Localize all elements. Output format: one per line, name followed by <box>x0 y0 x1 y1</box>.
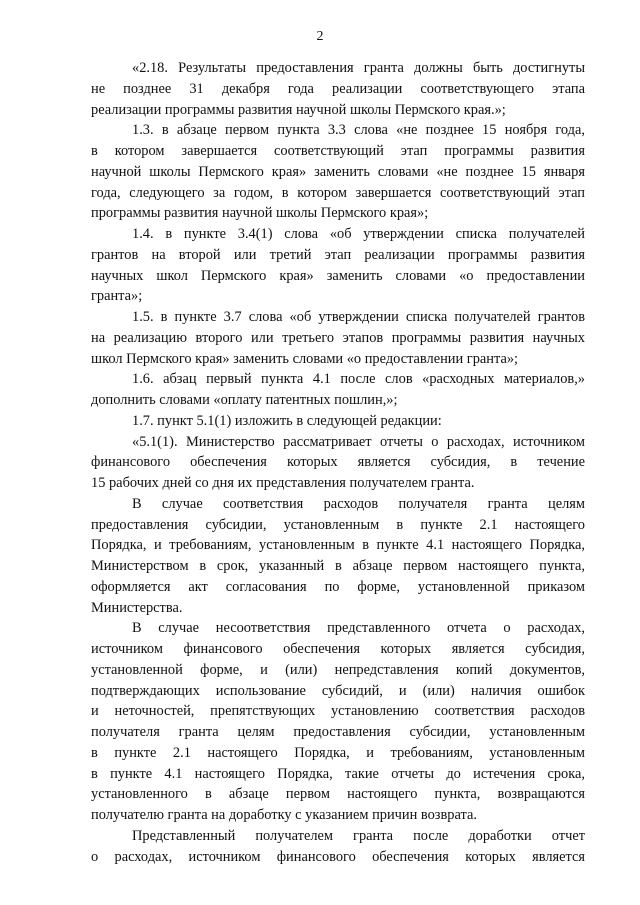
text-line: источником финансового обеспечения которых является субсидия, <box>91 641 585 657</box>
text-line: финансового обеспечения которых является субсидия, в течение <box>91 454 585 471</box>
text-line: реализации программы развития научной школы Пермского края.»; <box>91 101 506 118</box>
text-line: получателю гранта на доработку с указанием причин возврата. <box>91 807 477 823</box>
text-line: 1.6. абзац первый пункта 4.1 после слов «расходных материалов,» <box>132 371 585 388</box>
text-line: не позднее 31 декабря года реализации соответствующего этапа <box>91 80 585 97</box>
text-line: 15 рабочих дней со дня их представления получателем гранта. <box>91 475 475 491</box>
text-line: «5.1(1). Министерство рассматривает отчеты о расходах, источником <box>132 433 585 450</box>
text-line: и неточностей, препятствующих установлению соответствия расходов <box>91 703 585 720</box>
text-line: установленного в абзаце первом настоящего пункта, возвращаются <box>91 786 585 803</box>
text-line: гранта»; <box>91 288 143 305</box>
text-line: научной школы Пермского края» заменить словами «не позднее 15 января <box>91 163 585 180</box>
text-line: Представленный получателем гранта после доработки отчет <box>132 827 585 844</box>
text-line: подтверждающих использование субсидий, и (или) наличия ошибок <box>91 682 585 699</box>
text-line: в котором завершается соответствующий этап программы развития <box>91 143 585 159</box>
page-number: 2 <box>316 29 324 44</box>
text-line: Порядка, и требованиям, установленным в пункте 4.1 настоящего Порядка, <box>91 537 585 554</box>
text-line: 1.3. в абзаце первом пункта 3.3 слова «не позднее 15 ноября года, <box>132 122 585 139</box>
text-line: на реализацию второго или третьего этапов программы развития научных <box>91 329 585 346</box>
text-line: в пункте 2.1 настоящего Порядка, и требованиям, установленным <box>91 744 585 761</box>
text-line: В случае несоответствия представленного отчета о расходах, <box>132 620 585 637</box>
text-line: в пункте 4.1 настоящего Порядка, такие отчеты до истечения срока, <box>91 765 585 782</box>
text-line: Министерства. <box>91 599 183 616</box>
text-line: получателя гранта целям предоставления субсидии, установленным <box>91 724 585 740</box>
text-line: 1.7. пункт 5.1(1) изложить в следующей редакции: <box>132 412 442 429</box>
text-line: Министерством в срок, указанный в абзаце первом настоящего пункта, <box>91 558 585 574</box>
text-line: 1.4. в пункте 3.4(1) слова «об утверждении списка получателей <box>132 226 585 242</box>
text-line: года, следующего за годом, в котором завершается соответствующий этап <box>91 184 585 201</box>
text-line: дополнить словами «оплату патентных пошлин,»; <box>91 392 398 408</box>
text-line: о расходах, источником финансового обеспечения которых является <box>91 848 585 865</box>
text-line: оформляется акт согласования по форме, установленной приказом <box>91 578 585 595</box>
text-line: грантов на второй или третий этап реализации программы развития <box>91 246 585 263</box>
text-line: «2.18. Результаты предоставления гранта должны быть достигнуты <box>132 60 585 76</box>
text-line: установленной форме, и (или) непредставления копий документов, <box>91 661 585 678</box>
text-line: школ Пермского края» заменить словами «о предоставлении гранта»; <box>91 350 519 367</box>
text-line: В случае соответствия расходов получателя гранта целям <box>132 495 585 512</box>
document-body <box>91 58 585 867</box>
text-line: 1.5. в пункте 3.7 слова «об утверждении списка получателей грантов <box>132 309 585 325</box>
text-line: научных школ Пермского края» заменить словами «о предоставлении <box>91 267 585 284</box>
text-line: предоставления субсидии, установленным в пункте 2.1 настоящего <box>91 516 585 533</box>
text-line: программы развития научной школы Пермского края»; <box>91 205 429 222</box>
